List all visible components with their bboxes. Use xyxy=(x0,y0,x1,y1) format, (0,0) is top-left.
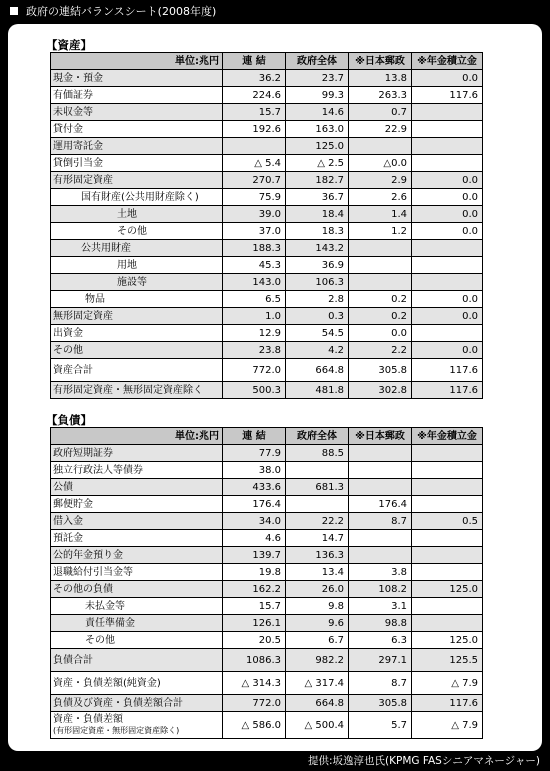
table-row xyxy=(51,155,483,172)
value-cell: 263.3 xyxy=(349,87,412,104)
row-label: 物品 xyxy=(51,291,223,308)
value-cell: △ 5.4 xyxy=(223,155,286,172)
row-label: 有形固定資産 xyxy=(51,172,223,189)
value-cell: 75.9 xyxy=(223,189,286,206)
value-cell: 664.8 xyxy=(286,695,349,712)
value-cell: 0.0 xyxy=(412,189,483,206)
value-cell xyxy=(412,479,483,496)
row-label: 負債及び資産・負債差額合計 xyxy=(51,695,223,712)
value-cell: 117.6 xyxy=(412,695,483,712)
title-bar xyxy=(0,0,550,24)
assets-section-title: 【資産】 xyxy=(46,38,92,52)
value-cell: 6.7 xyxy=(286,632,349,649)
value-cell: 2.8 xyxy=(286,291,349,308)
table-row xyxy=(51,104,483,121)
value-cell: 13.4 xyxy=(286,564,349,581)
value-cell: 125.0 xyxy=(412,581,483,598)
row-label: 負債合計 xyxy=(51,649,223,672)
value-cell: 117.6 xyxy=(412,382,483,399)
value-cell: 0.0 xyxy=(412,291,483,308)
value-cell: 982.2 xyxy=(286,649,349,672)
value-cell: 176.4 xyxy=(349,496,412,513)
column-header: 政府全体 xyxy=(286,428,349,445)
value-cell: △0.0 xyxy=(349,155,412,172)
value-cell xyxy=(412,104,483,121)
table-row xyxy=(51,189,483,206)
value-cell: 88.5 xyxy=(286,445,349,462)
table-row xyxy=(51,240,483,257)
value-cell: 139.7 xyxy=(223,547,286,564)
column-header: 単位:兆円 xyxy=(51,53,223,70)
value-cell: 270.7 xyxy=(223,172,286,189)
column-header: 連 結 xyxy=(223,53,286,70)
table-row xyxy=(51,462,483,479)
value-cell xyxy=(349,257,412,274)
row-label: 現金・預金 xyxy=(51,70,223,87)
column-header: 連 結 xyxy=(223,428,286,445)
value-cell xyxy=(412,598,483,615)
value-cell: 54.5 xyxy=(286,325,349,342)
value-cell: 664.8 xyxy=(286,359,349,382)
column-header: ※年金積立金 xyxy=(412,53,483,70)
value-cell: 9.6 xyxy=(286,615,349,632)
value-cell: 3.1 xyxy=(349,598,412,615)
value-cell: 297.1 xyxy=(349,649,412,672)
row-label: 無形固定資産 xyxy=(51,308,223,325)
value-cell xyxy=(412,274,483,291)
value-cell: 12.9 xyxy=(223,325,286,342)
row-label: 貸倒引当金 xyxy=(51,155,223,172)
value-cell: 500.3 xyxy=(223,382,286,399)
value-cell xyxy=(223,138,286,155)
row-label: 郵便貯金 xyxy=(51,496,223,513)
credit-text: 提供:坂逸淳也氏(KPMG FASシニアマネージャー) xyxy=(308,755,540,767)
value-cell: 305.8 xyxy=(349,695,412,712)
value-cell xyxy=(349,274,412,291)
table-row xyxy=(51,479,483,496)
value-cell: 39.0 xyxy=(223,206,286,223)
table-row xyxy=(51,581,483,598)
value-cell xyxy=(412,155,483,172)
value-cell: 125.5 xyxy=(412,649,483,672)
value-cell: △ 500.4 xyxy=(286,712,349,739)
value-cell: 176.4 xyxy=(223,496,286,513)
value-cell: 15.7 xyxy=(223,598,286,615)
column-header: ※日本郵政 xyxy=(349,53,412,70)
value-cell: 2.9 xyxy=(349,172,412,189)
table-row xyxy=(51,138,483,155)
value-cell: 26.0 xyxy=(286,581,349,598)
value-cell xyxy=(412,496,483,513)
value-cell: 0.0 xyxy=(412,308,483,325)
value-cell: 0.0 xyxy=(412,172,483,189)
table-row xyxy=(51,513,483,530)
value-cell xyxy=(349,240,412,257)
square-bullet-icon xyxy=(10,7,18,15)
table-row xyxy=(51,325,483,342)
row-label: 退職給付引当金等 xyxy=(51,564,223,581)
value-cell: 45.3 xyxy=(223,257,286,274)
row-label: 未収金等 xyxy=(51,104,223,121)
value-cell: 433.6 xyxy=(223,479,286,496)
table-row xyxy=(51,121,483,138)
column-header: 単位:兆円 xyxy=(51,428,223,445)
row-label: 責任準備金 xyxy=(51,615,223,632)
value-cell: 0.2 xyxy=(349,308,412,325)
value-cell: 117.6 xyxy=(412,359,483,382)
row-label: 公的年金預り金 xyxy=(51,547,223,564)
row-label: 公債 xyxy=(51,479,223,496)
table-row xyxy=(51,598,483,615)
value-cell: 182.7 xyxy=(286,172,349,189)
value-cell: 1.0 xyxy=(223,308,286,325)
value-cell xyxy=(412,462,483,479)
value-cell: 1086.3 xyxy=(223,649,286,672)
table-row xyxy=(51,308,483,325)
column-header: 政府全体 xyxy=(286,53,349,70)
value-cell: 163.0 xyxy=(286,121,349,138)
column-header: ※日本郵政 xyxy=(349,428,412,445)
value-cell: 772.0 xyxy=(223,359,286,382)
assets-table xyxy=(50,52,483,399)
table-row xyxy=(51,632,483,649)
row-label: 出資金 xyxy=(51,325,223,342)
row-label: その他の負債 xyxy=(51,581,223,598)
row-label-main: 資産・負債差額 xyxy=(53,714,123,725)
value-cell xyxy=(412,138,483,155)
row-label: 資産・負債差額(純資金) xyxy=(51,672,223,695)
row-label: 運用寄託金 xyxy=(51,138,223,155)
table-row xyxy=(51,291,483,308)
table-row xyxy=(51,359,483,382)
table-row xyxy=(51,257,483,274)
table-row xyxy=(51,70,483,87)
value-cell: 0.2 xyxy=(349,291,412,308)
value-cell: 99.3 xyxy=(286,87,349,104)
value-cell: 0.0 xyxy=(412,206,483,223)
value-cell: 36.7 xyxy=(286,189,349,206)
table-row xyxy=(51,445,483,462)
value-cell: 143.0 xyxy=(223,274,286,291)
value-cell: 0.0 xyxy=(412,223,483,240)
value-cell: △ 7.9 xyxy=(412,712,483,739)
value-cell: 77.9 xyxy=(223,445,286,462)
value-cell: 18.3 xyxy=(286,223,349,240)
value-cell xyxy=(349,445,412,462)
value-cell xyxy=(412,445,483,462)
table-row xyxy=(51,223,483,240)
value-cell: 1.2 xyxy=(349,223,412,240)
value-cell xyxy=(412,257,483,274)
row-label: 有価証券 xyxy=(51,87,223,104)
value-cell: 302.8 xyxy=(349,382,412,399)
value-cell: △ 2.5 xyxy=(286,155,349,172)
table-row xyxy=(51,496,483,513)
value-cell: 34.0 xyxy=(223,513,286,530)
value-cell: 143.2 xyxy=(286,240,349,257)
table-row xyxy=(51,712,483,739)
value-cell xyxy=(412,564,483,581)
value-cell: 4.2 xyxy=(286,342,349,359)
value-cell: 681.3 xyxy=(286,479,349,496)
row-label: その他 xyxy=(51,632,223,649)
value-cell xyxy=(412,121,483,138)
value-cell: 2.6 xyxy=(349,189,412,206)
value-cell: 9.8 xyxy=(286,598,349,615)
value-cell: 5.7 xyxy=(349,712,412,739)
value-cell xyxy=(349,479,412,496)
row-label: 用地 xyxy=(51,257,223,274)
value-cell xyxy=(349,530,412,547)
value-cell: 38.0 xyxy=(223,462,286,479)
value-cell: 125.0 xyxy=(286,138,349,155)
row-label: 政府短期証券 xyxy=(51,445,223,462)
value-cell: 36.9 xyxy=(286,257,349,274)
value-cell: 0.5 xyxy=(412,513,483,530)
value-cell: 108.2 xyxy=(349,581,412,598)
value-cell: △ 317.4 xyxy=(286,672,349,695)
value-cell: △ 314.3 xyxy=(223,672,286,695)
row-label xyxy=(51,712,223,739)
table-row xyxy=(51,87,483,104)
value-cell: 18.4 xyxy=(286,206,349,223)
value-cell: 23.7 xyxy=(286,70,349,87)
value-cell: 224.6 xyxy=(223,87,286,104)
value-cell: 162.2 xyxy=(223,581,286,598)
value-cell: 481.8 xyxy=(286,382,349,399)
liabilities-table xyxy=(50,427,483,739)
value-cell xyxy=(412,547,483,564)
value-cell: 14.6 xyxy=(286,104,349,121)
value-cell: 0.7 xyxy=(349,104,412,121)
value-cell: 772.0 xyxy=(223,695,286,712)
value-cell: 22.9 xyxy=(349,121,412,138)
table-row xyxy=(51,564,483,581)
value-cell: 8.7 xyxy=(349,672,412,695)
value-cell: 305.8 xyxy=(349,359,412,382)
value-cell: 126.1 xyxy=(223,615,286,632)
value-cell: 37.0 xyxy=(223,223,286,240)
table-row xyxy=(51,530,483,547)
value-cell: 0.3 xyxy=(286,308,349,325)
value-cell: 6.3 xyxy=(349,632,412,649)
header-row xyxy=(51,53,483,70)
value-cell: 106.3 xyxy=(286,274,349,291)
value-cell: △ 586.0 xyxy=(223,712,286,739)
table-row xyxy=(51,274,483,291)
value-cell: 192.6 xyxy=(223,121,286,138)
value-cell xyxy=(286,496,349,513)
row-label-sub: (有形固定資産・無形固定資産除く) xyxy=(53,726,180,735)
table-row xyxy=(51,672,483,695)
row-label: 貸付金 xyxy=(51,121,223,138)
value-cell: 3.8 xyxy=(349,564,412,581)
row-label: その他 xyxy=(51,342,223,359)
value-cell xyxy=(412,240,483,257)
row-label: 借入金 xyxy=(51,513,223,530)
table-row xyxy=(51,615,483,632)
row-label: 国有財産(公共用財産除く) xyxy=(51,189,223,206)
row-label: 未払金等 xyxy=(51,598,223,615)
value-cell xyxy=(349,462,412,479)
table-row xyxy=(51,695,483,712)
table-row xyxy=(51,382,483,399)
value-cell: 15.7 xyxy=(223,104,286,121)
liabilities-section-title: 【負債】 xyxy=(46,413,92,427)
table-row xyxy=(51,649,483,672)
page-title: 政府の連結バランスシート(2008年度) xyxy=(26,5,217,18)
table-row xyxy=(51,206,483,223)
row-label: 資産合計 xyxy=(51,359,223,382)
row-label: 公共用財産 xyxy=(51,240,223,257)
row-label: 有形固定資産・無形固定資産除く xyxy=(51,382,223,399)
value-cell: 1.4 xyxy=(349,206,412,223)
value-cell xyxy=(349,138,412,155)
value-cell: 0.0 xyxy=(412,70,483,87)
value-cell xyxy=(412,325,483,342)
value-cell: 136.3 xyxy=(286,547,349,564)
value-cell: 0.0 xyxy=(412,342,483,359)
value-cell: 36.2 xyxy=(223,70,286,87)
value-cell xyxy=(412,615,483,632)
value-cell: 19.8 xyxy=(223,564,286,581)
row-label: その他 xyxy=(51,223,223,240)
value-cell: △ 7.9 xyxy=(412,672,483,695)
table-row xyxy=(51,172,483,189)
table-row xyxy=(51,547,483,564)
value-cell: 4.6 xyxy=(223,530,286,547)
row-label: 独立行政法人等債券 xyxy=(51,462,223,479)
value-cell: 6.5 xyxy=(223,291,286,308)
value-cell xyxy=(286,462,349,479)
value-cell: 117.6 xyxy=(412,87,483,104)
value-cell: 23.8 xyxy=(223,342,286,359)
value-cell: 98.8 xyxy=(349,615,412,632)
value-cell xyxy=(412,530,483,547)
value-cell: 8.7 xyxy=(349,513,412,530)
header-row xyxy=(51,428,483,445)
value-cell: 13.8 xyxy=(349,70,412,87)
value-cell: 14.7 xyxy=(286,530,349,547)
value-cell xyxy=(349,547,412,564)
value-cell: 188.3 xyxy=(223,240,286,257)
value-cell: 125.0 xyxy=(412,632,483,649)
value-cell: 22.2 xyxy=(286,513,349,530)
value-cell: 0.0 xyxy=(349,325,412,342)
column-header: ※年金積立金 xyxy=(412,428,483,445)
row-label: 施設等 xyxy=(51,274,223,291)
table-row xyxy=(51,342,483,359)
value-cell: 20.5 xyxy=(223,632,286,649)
value-cell: 2.2 xyxy=(349,342,412,359)
row-label: 土地 xyxy=(51,206,223,223)
row-label: 預託金 xyxy=(51,530,223,547)
